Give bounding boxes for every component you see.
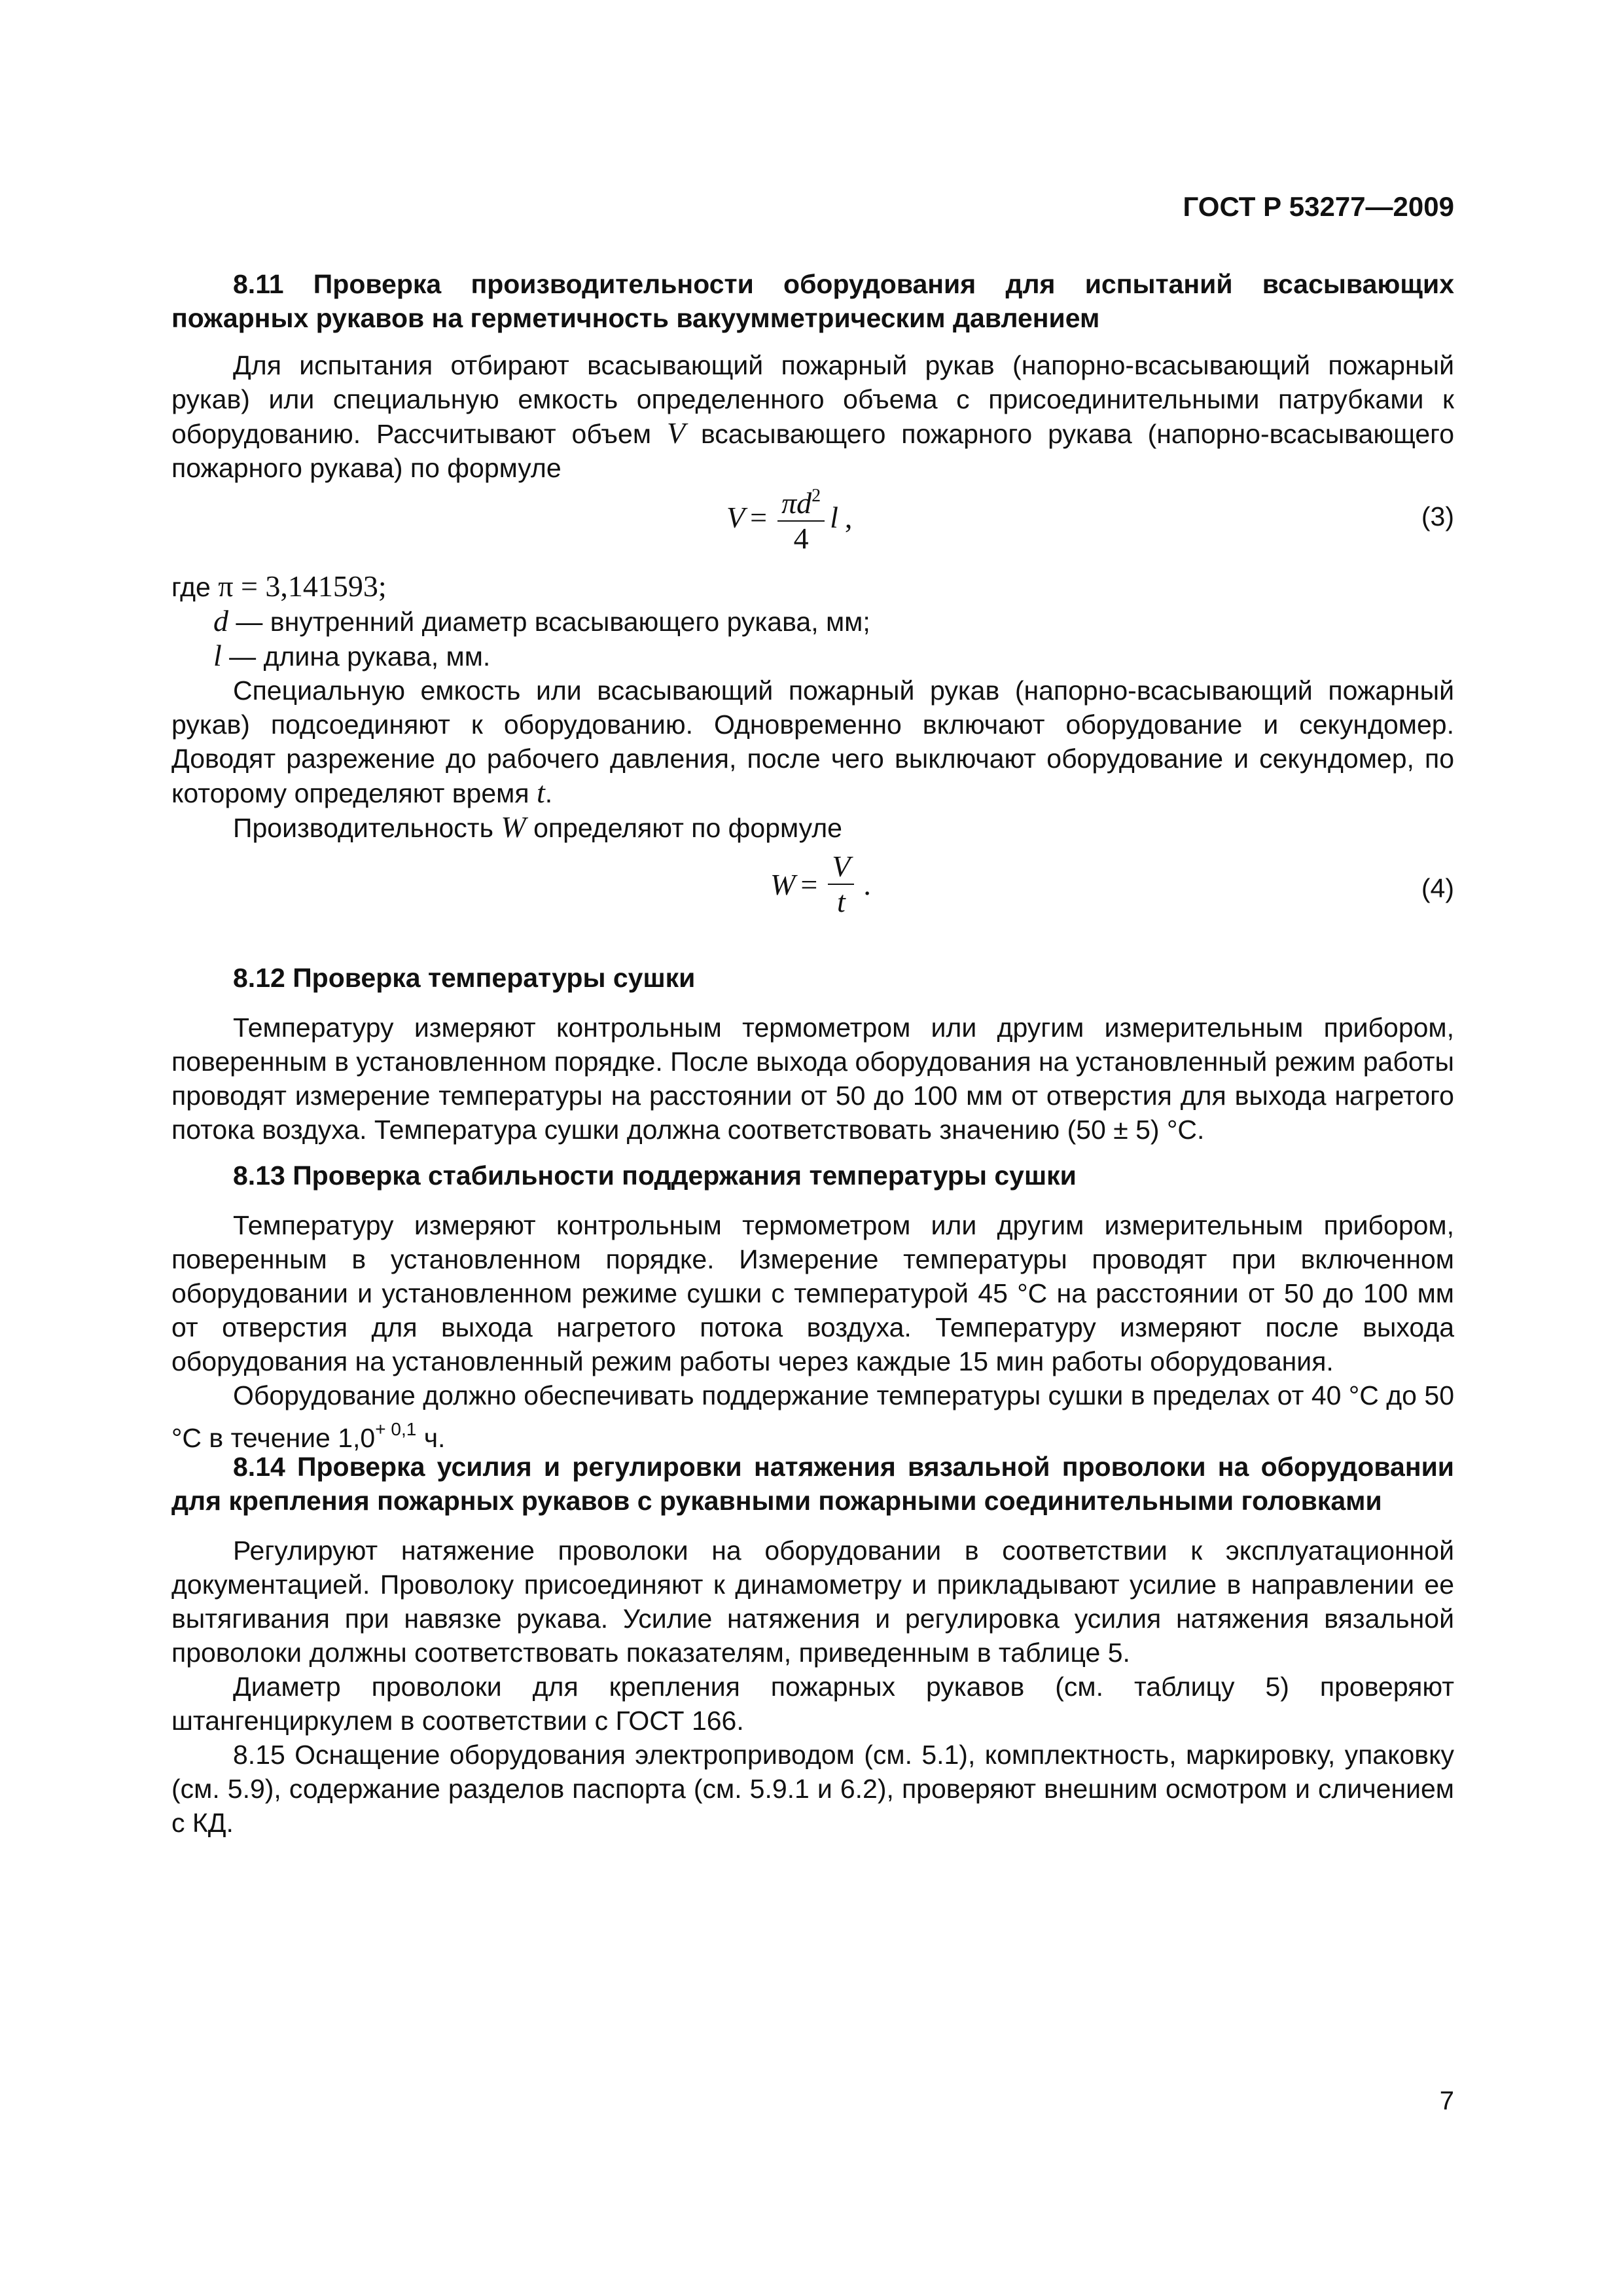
variable-t: t	[536, 776, 545, 809]
equation-number-3: (3)	[1421, 501, 1454, 531]
section-8-11	[171, 267, 1454, 485]
section-8-12	[171, 961, 1454, 1147]
formula-3-legend	[171, 569, 1454, 845]
paragraph: Производительность W определяют по формуле	[233, 810, 842, 844]
section-heading-8-12: 8.12 Проверка температуры сушки	[233, 963, 696, 993]
fraction: $\frac{\pi d^2}{4}$	[777, 480, 825, 554]
formula-3-row	[171, 476, 1454, 562]
where-d: d — внутренний диаметр всасывающего рукава, мм;	[213, 604, 870, 637]
variable-w: W	[501, 810, 526, 844]
paragraph-8-15: 8.15 Оснащение оборудования электроприводом (см. 5.1), комплектность, маркировку, упаковку (см. 5.9), содержание разделов паспорта (см. 5.9.1 и 6.2), проверяют внешним осмотром и сличением с КД.	[171, 1740, 1454, 1838]
paragraph: Температуру измеряют контрольным термометром или другим измерительным прибором, поверенным в установленном порядке. Измерение температуры проводят при включенном оборудовании и установленном режиме сушки с температурой 45 °С на расстоянии от 50 до 100 мм от отверстия для выхода нагретого потока воздуха. Температуру измеряют после выхода оборудования на установленный режим работы через каждые 15 мин работы оборудования.	[171, 1210, 1454, 1376]
section-8-14	[171, 1450, 1454, 1840]
paragraph: Оборудование должно обеспечивать поддержание температуры сушки в пределах от 40 °С до 50 °С в течение $1,0^{+ 0,1}$ ч.	[171, 1380, 1454, 1453]
paragraph: Специальную емкость или всасывающий пожарный рукав (напорно-всасывающий пожарный рукав) подсоединяют к оборудованию. Одновременно включают оборудование и секундомер. Доводят разрежение до рабочего давления, после чего выключают оборудование и секундомер, по которому определяют время t.	[171, 675, 1454, 809]
section-heading-8-13: 8.13 Проверка стабильности поддержания температуры сушки	[233, 1160, 1077, 1191]
formula-4-row	[171, 851, 1454, 936]
section-heading-8-11: 8.11 Проверка производительности оборудования для испытаний всасывающих пожарных рукавов на герметичность вакуумметрическим давлением	[171, 269, 1454, 333]
formula-4: W = $\frac{V}{t}$ .	[770, 850, 871, 918]
page-number: 7	[1439, 2087, 1454, 2115]
where-l: l — длина рукава, мм.	[213, 639, 491, 672]
document-id-header: ГОСТ Р 53277—2009	[1183, 191, 1454, 222]
paragraph: Для испытания отбирают всасывающий пожарный рукав (напорно-всасывающий пожарный рукав) или специальную емкость определенного объема с присоединительными патрубками к оборудованию. Рассчитывают объем V всасывающего пожарного рукава (напорно-всасывающего пожарного рукава) по формуле	[171, 350, 1454, 483]
formula-3: V = $\frac{\pi d^2}{4}$ l ,	[726, 480, 852, 554]
section-8-13	[171, 1158, 1454, 1455]
equation-number-4: (4)	[1421, 873, 1454, 903]
section-heading-8-14: 8.14 Проверка усилия и регулировки натяжения вязальной проволоки на оборудовании для крепления пожарных рукавов с рукавными пожарными соединительными головками	[171, 1452, 1454, 1516]
tolerance-superscript: + 0,1	[375, 1419, 417, 1439]
paragraph: Температуру измеряют контрольным термометром или другим измерительным прибором, поверенным в установленном порядке. После выхода оборудования на установленный режим работы проводят измерение температуры на расстоянии от 50 до 100 мм от отверстия для выхода нагретого потока воздуха. Температура сушки должна соответствовать значению (50 ± 5) °С.	[171, 1013, 1454, 1145]
paragraph: Диаметр проволоки для крепления пожарных рукавов (см. таблицу 5) проверяют штангенциркулем в соответствии с ГОСТ 166.	[171, 1672, 1454, 1736]
fraction: $\frac{V}{t}$	[828, 851, 854, 918]
where-pi: где π = 3,141593;	[171, 569, 387, 603]
paragraph: Регулируют натяжение проволоки на оборудовании в соответствии к эксплуатационной документацией. Проволоку присоединяют к динамометру и прикладывают усилие в направлении ее вытягивания при навязке рукава. Усилие натяжения и регулировка усилия натяжения вязальной проволоки должны соответствовать показателям, приведенным в таблице 5.	[171, 1535, 1454, 1668]
variable-v: V	[666, 416, 686, 450]
